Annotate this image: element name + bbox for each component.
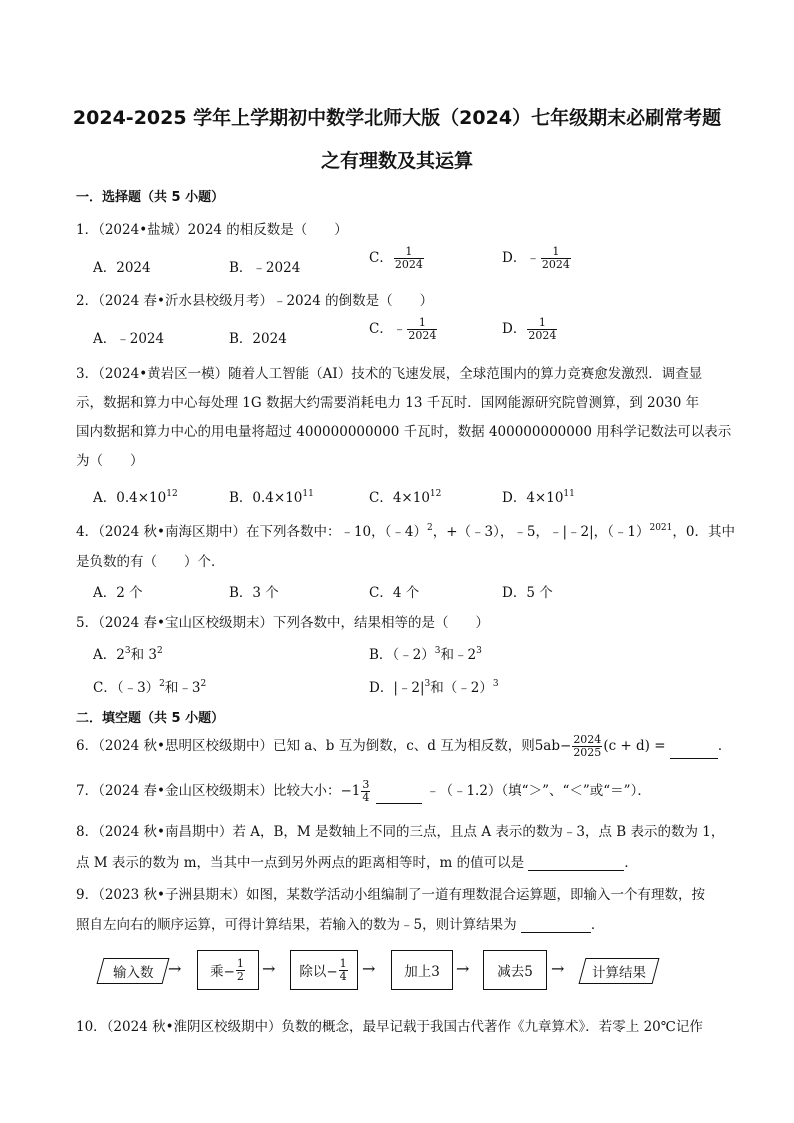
- q2-option-d-fraction: [527, 317, 557, 342]
- q5-a-2: 和 3: [130, 647, 157, 663]
- q5-c-2: 和﹣3: [164, 680, 201, 696]
- q5-option-a: [93, 643, 163, 663]
- flow-divide-box: [290, 950, 358, 990]
- q3-a-exp: 12: [166, 489, 178, 499]
- q3-option-b: [229, 486, 314, 506]
- q3-option-a: [93, 486, 178, 506]
- q3-c-base: C．4×10: [369, 490, 430, 506]
- q1-c-den: 2024: [394, 258, 423, 271]
- flow-mul-den: 2: [236, 969, 244, 983]
- question-3-line-3: 国内数据和算力中心的用电量将超过 400000000000 千瓦时，数据 400000000000 用科学记数法可以表示: [76, 424, 732, 440]
- q2-option-c-fraction: [407, 317, 437, 342]
- q1-option-c-prefix: C．: [369, 250, 393, 266]
- q5-d-2: 和（﹣2）: [430, 680, 493, 696]
- q5-b-1: B．（﹣2）: [369, 647, 435, 663]
- q2-option-a: A．﹣2024: [93, 331, 165, 347]
- flow-arrow-3: →: [362, 959, 376, 978]
- q2-d-num: 1: [527, 317, 557, 330]
- q7-mixed-fraction: [361, 779, 370, 804]
- q7-mix-den: 4: [362, 791, 370, 804]
- q5-d-e2: 3: [492, 679, 499, 689]
- section-choice-heading: 一．选择题（共 5 小题）: [76, 190, 225, 205]
- q6-frac-num: 2024: [573, 733, 602, 746]
- q4-l1-exp1: 2: [426, 523, 433, 533]
- question-7: [76, 779, 651, 804]
- question-9-line-1: 9．（2023 秋•子洲县期末）如图，某数学活动小组编制了一道有理数混合运算题，即输入一个有理数，按: [76, 887, 705, 903]
- q4-option-b: B．3 个: [229, 585, 279, 601]
- q1-option-c: [369, 246, 425, 271]
- flow-div-fraction: [339, 958, 348, 983]
- q7-mix-num: 3: [362, 778, 370, 791]
- q9-answer-blank[interactable]: [521, 920, 591, 933]
- q5-c-e1: 2: [159, 679, 165, 689]
- q1-d-num: 1: [541, 246, 571, 259]
- q3-b-exp: 11: [302, 489, 314, 499]
- q1-option-c-fraction: [394, 246, 424, 271]
- q1-option-b: B．﹣2024: [229, 260, 301, 276]
- q5-b-e1: 3: [434, 646, 441, 656]
- q4-option-c: C．4 个: [369, 585, 420, 601]
- q1-d-den: 2024: [541, 258, 570, 271]
- flow-arrow-5: →: [551, 959, 565, 978]
- flow-output-label: 计算结果: [592, 965, 646, 981]
- q9-end: ．: [590, 917, 605, 933]
- question-2-stem: 2．（2024 春•沂水县校级月考）﹣2024 的倒数是（ ）: [76, 293, 434, 309]
- question-3-line-4: 为（ ）: [76, 453, 144, 469]
- flow-mul-num: 1: [236, 956, 244, 970]
- q2-option-d-prefix: D．: [502, 321, 527, 337]
- q2-c-den: 2024: [408, 329, 437, 342]
- question-1-stem: 1．（2024•盐城）2024 的相反数是（ ）: [76, 222, 348, 238]
- q4-option-a: A．2 个: [93, 585, 143, 601]
- question-3-line-1: 3．（2024•黄岩区一模）随着人工智能（AI）技术的飞速发展，全球范围内的算力竞赛愈发激烈．调查显: [76, 366, 703, 382]
- q3-b-base: B．0.4×10: [229, 490, 303, 506]
- q9-line2-text: 照自左向右的顺序运算，可得计算结果，若输入的数为﹣5，则计算结果为: [76, 917, 517, 933]
- q2-option-b: B．2024: [229, 331, 287, 347]
- q6-answer-blank[interactable]: [670, 746, 718, 759]
- q3-a-base: A．0.4×10: [93, 490, 167, 506]
- q5-a-e2: 2: [156, 646, 163, 656]
- flow-input-box: [97, 958, 170, 984]
- q5-d-e1: 3: [424, 679, 431, 689]
- q5-a-e1: 3: [124, 646, 131, 656]
- q4-option-d: D．5 个: [502, 585, 553, 601]
- q1-option-d: [502, 246, 572, 271]
- q1-option-d-prefix: D．﹣: [502, 250, 540, 266]
- q2-d-den: 2024: [528, 329, 557, 342]
- question-3-line-2: 示，数据和算力中心每处理 1G 数据大约需要消耗电力 13 千瓦时．国网能源研究院曾测算，到 2030 年: [76, 395, 700, 411]
- q5-option-c: [93, 676, 206, 696]
- q4-l1-exp2: 2021: [649, 523, 673, 533]
- q3-c-exp: 12: [429, 489, 442, 499]
- q1-c-num: 1: [394, 246, 424, 259]
- q5-a-1: A．2: [93, 647, 125, 663]
- q6-frac-den: 2025: [573, 746, 602, 759]
- q1-option-d-fraction: [541, 246, 571, 271]
- flow-arrow-4: →: [456, 959, 470, 978]
- q6-text-b: (c + d) =: [603, 738, 666, 754]
- q2-option-c: [369, 317, 438, 342]
- q8-end: ．: [624, 855, 638, 871]
- q7-text-b: ﹣（﹣1.2）（填“＞”、“＜”或“＝”）．: [425, 783, 651, 799]
- q3-d-base: D．4×10: [502, 490, 564, 506]
- flow-multiply-box: [197, 950, 259, 990]
- question-4-line-2: 是负数的有（ ）个．: [76, 554, 225, 570]
- question-6: [76, 734, 731, 759]
- flow-add-box: 加上3: [391, 950, 453, 990]
- q3-option-d: [502, 486, 575, 506]
- q8-line2-text: 点 M 表示的数为 m，当其中一点到另外两点的距离相等时，m 的值可以是: [76, 855, 525, 871]
- q5-b-e2: 3: [476, 646, 482, 656]
- q2-option-d: [502, 317, 558, 342]
- q5-c-1: C．（﹣3）: [93, 680, 160, 696]
- q5-option-d: [369, 676, 499, 696]
- q5-option-b: [369, 643, 482, 663]
- question-5-stem: 5．（2024 春•宝山区校级期末）下列各数中，结果相等的是（ ）: [76, 615, 489, 631]
- flow-div-label: 除以−: [299, 964, 338, 980]
- page-title: 2024-2025 学年上学期初中数学北师大版（2024）七年级期末必刷常考题: [72, 107, 722, 129]
- flow-mul-fraction: [236, 958, 245, 983]
- q6-minus: −: [560, 738, 572, 754]
- q6-end: ．: [717, 738, 732, 754]
- question-8-line-2: [76, 851, 638, 871]
- q3-d-exp: 11: [563, 489, 575, 499]
- flow-subtract-box: 减去5: [483, 950, 547, 990]
- flow-div-num: 1: [339, 956, 347, 970]
- q5-b-2: 和﹣2: [440, 647, 477, 663]
- section-fill-heading: 二．填空题（共 5 小题）: [76, 711, 225, 726]
- q1-option-a: A．2024: [93, 260, 151, 276]
- flow-diagram: [98, 948, 698, 994]
- q7-text-a: 7．（2024 春•金山区校级期末）比较大小：−1: [76, 783, 361, 799]
- question-4-line-1: [76, 520, 735, 540]
- q7-answer-blank[interactable]: [376, 791, 422, 804]
- q6-text-a: 6．（2024 秋•思明区校级期中）已知 a、b 互为倒数，c、d 互为相反数，则5ab: [76, 738, 560, 754]
- flow-arrow-2: →: [262, 959, 276, 978]
- q4-l1-c: ，0．其中: [672, 524, 735, 540]
- q6-fraction: [572, 734, 602, 759]
- flow-mul-label: 乘−: [210, 964, 235, 980]
- flow-div-den: 4: [339, 969, 347, 983]
- q2-c-num: 1: [407, 317, 437, 330]
- q4-l1-b: ，+（﹣3），﹣5，﹣|﹣2|，（﹣1）: [432, 524, 650, 540]
- q5-c-e2: 2: [200, 679, 207, 689]
- page-subtitle: 之有理数及其运算: [320, 150, 473, 172]
- q8-answer-blank[interactable]: [528, 858, 624, 871]
- q3-option-c: [369, 486, 441, 506]
- q2-option-c-prefix: C．﹣: [369, 321, 407, 337]
- flow-arrow-1: →: [168, 959, 182, 978]
- question-8-line-1: 8．（2024 秋•南昌期中）若 A，B，M 是数轴上不同的三点，且点 A 表示的数为﹣3，点 B 表示的数为 1，: [76, 824, 725, 840]
- flow-output-box: [579, 958, 660, 984]
- question-9-line-2: [76, 913, 604, 933]
- question-10-line-1: 10．（2024 秋•淮阴区校级期中）负数的概念，最早记载于我国古代著作《九章算术》．若零上 20℃记作: [76, 1019, 703, 1035]
- flow-input-label: 输入数: [112, 965, 154, 981]
- q4-l1-a: 4．（2024 秋•南海区期中）在下列各数中：﹣10，（﹣4）: [76, 524, 427, 540]
- q5-d-1: D．|﹣2|: [369, 680, 425, 696]
